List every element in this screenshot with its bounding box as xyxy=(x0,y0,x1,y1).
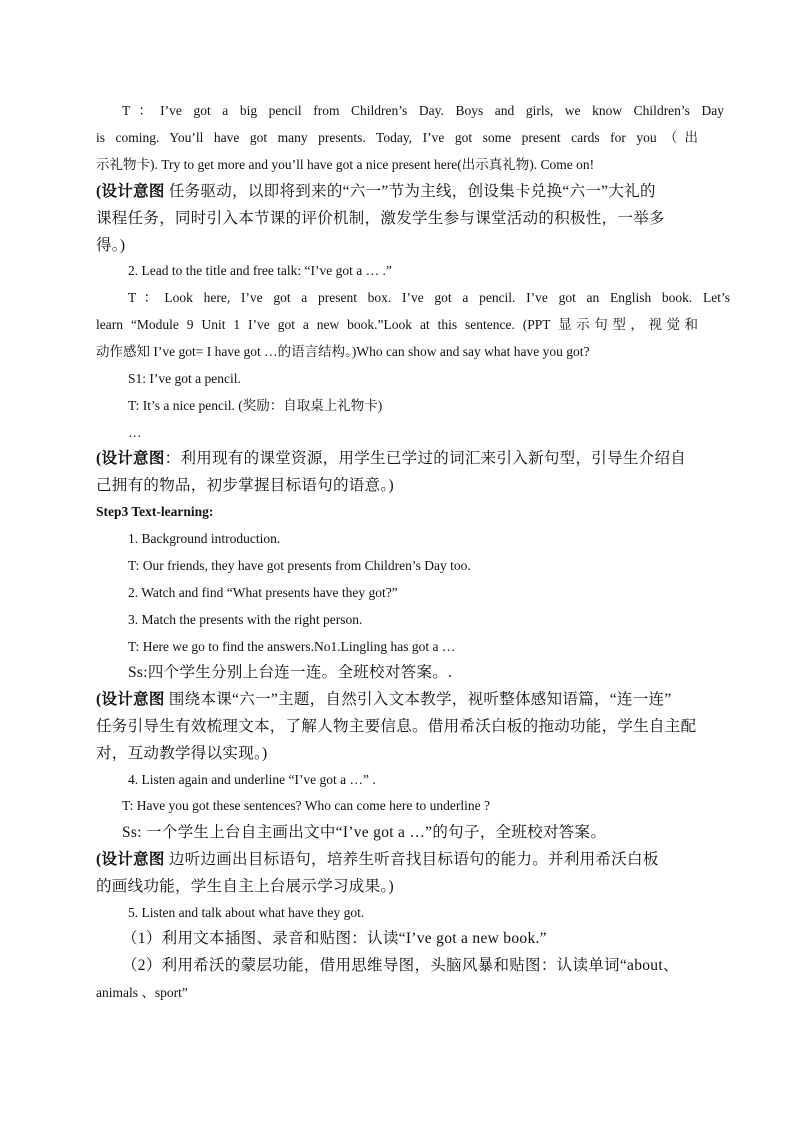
teacher-present-box-line3: 动作感知 I’ve got= I have got …的语言结构。)Who can show and say what have you got? xyxy=(96,344,590,359)
design-intent-text: 边听边画出目标语句，培养生听音找目标语句的能力。并利用希沃白板 xyxy=(164,851,659,868)
sub-step-2-line1: （2）利用希沃的蒙层功能，借用思维导图，头脑风暴和贴图：认读单词“about、 xyxy=(122,957,679,974)
teacher-present-box-line1: T：Look here, I’ve got a present box. I’ve got a pencil. I’ve got an English book. Let’s xyxy=(128,290,730,305)
design-intent-2-line1 xyxy=(96,446,698,473)
ellipsis-line: … xyxy=(128,425,142,440)
design-intent-text: 任务驱动，以即将到来的“六一”节为主线，创设集卡兑换“六一”大礼的 xyxy=(164,183,656,200)
design-intent-3-line2: 任务引导生有效梳理文本，了解人物主要信息。借用希沃白板的拖动功能，学生自主配 xyxy=(96,718,697,735)
design-intent-1-line2: 课程任务，同时引入本节课的评价机制，激发学生参与课堂活动的积极性，一举多 xyxy=(96,210,665,227)
watch-and-find: 2. Watch and find “What presents have they got?” xyxy=(128,585,398,600)
sub-step-1: （1）利用文本插图、录音和贴图：认读“I’ve got a new book.” xyxy=(122,930,547,947)
design-intent-2-line2: 己拥有的物品，初步掌握目标语句的语意。) xyxy=(96,477,394,494)
match-presents: 3. Match the presents with the right person. xyxy=(128,612,363,627)
sub-step-2-line2: animals 、sport” xyxy=(96,985,188,1000)
design-intent-text: 围绕本课“六一”主题，自然引入文本教学，视听整体感知语篇，“连一连” xyxy=(164,691,672,708)
listen-underline: 4. Listen again and underline “I’ve got a …” . xyxy=(128,772,376,787)
students-match: Ss:四个学生分别上台连一连。全班校对答案。. xyxy=(128,664,453,681)
design-intent-label: (设计意图 xyxy=(96,851,165,868)
teacher-friends-line: T: Our friends, they have got presents from Children’s Day too. xyxy=(128,558,471,573)
design-intent-label: (设计意图 xyxy=(96,183,165,200)
design-intent-1-line1 xyxy=(96,179,698,206)
listen-and-talk: 5. Listen and talk about what have they got. xyxy=(128,905,365,920)
design-intent-1-line3: 得。) xyxy=(96,237,126,254)
design-intent-4-line1 xyxy=(96,847,698,874)
para-teacher-intro-line2: is coming. You’ll have got many presents. Today, I’ve got some present cards for you（出 xyxy=(96,130,698,145)
design-intent-4-line2: 的画线功能，学生自主上台展示学习成果。) xyxy=(96,878,394,895)
teacher-present-box-line2: learn “Module 9 Unit 1 I’ve got a new book.”Look at this sentence. (PPT 显示句型，视觉和 xyxy=(96,317,698,332)
design-intent-text: ：利用现有的课堂资源，用学生已学过的词汇来引入新句型，引导生介绍自 xyxy=(164,450,687,467)
para-teacher-intro-line3: 示礼物卡). Try to get more and you’ll have got a nice present here(出示真礼物). Come on! xyxy=(96,157,595,172)
step-lead-title: 2. Lead to the title and free talk: “I’ve got a … .” xyxy=(128,263,392,278)
design-intent-3-line3: 对，互动教学得以实现。) xyxy=(96,745,268,762)
design-intent-3-line1 xyxy=(96,687,698,714)
background-introduction: 1. Background introduction. xyxy=(128,531,281,546)
student-reply: S1: I’ve got a pencil. xyxy=(128,371,241,386)
design-intent-label: (设计意图 xyxy=(96,450,165,467)
teacher-find-answers: T: Here we go to find the answers.No1.Lingling has got a … xyxy=(128,639,456,654)
teacher-underline-question: T: Have you got these sentences? Who can come here to underline ? xyxy=(122,798,490,813)
para-teacher-intro-line1: T：I’ve got a big pencil from Children’s Day. Boys and girls, we know Children’s Day xyxy=(122,103,724,118)
students-underline: Ss: 一个学生上台自主画出文中“I’ve got a …”的句子，全班校对答案。 xyxy=(122,824,607,841)
step3-heading: Step3 Text-learning: xyxy=(96,504,214,519)
design-intent-label: (设计意图 xyxy=(96,691,165,708)
teacher-reward: T: It’s a nice pencil. (奖励：自取桌上礼物卡) xyxy=(128,398,383,413)
